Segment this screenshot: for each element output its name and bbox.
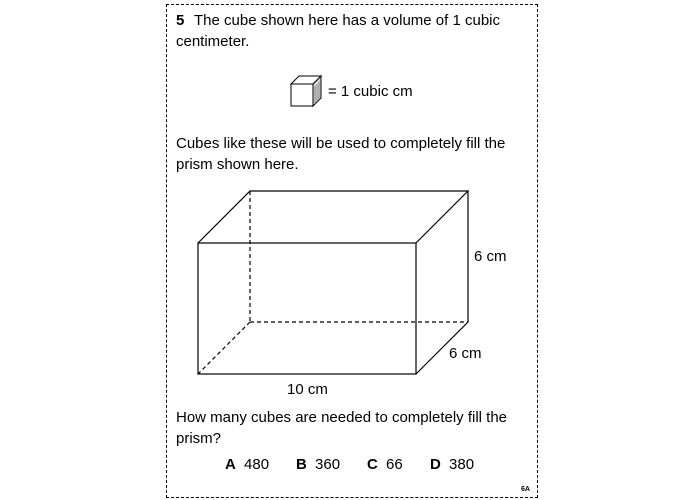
fill-instruction-line-2: prism shown here. xyxy=(176,156,299,173)
prism-length-label: 10 cm xyxy=(287,381,328,398)
question-intro-line-2: centimeter. xyxy=(176,33,250,50)
choice-b-letter: B xyxy=(296,456,307,473)
choice-c-letter: C xyxy=(367,456,378,473)
unit-cube-legend: = 1 cubic cm xyxy=(328,83,413,100)
choice-a-letter: A xyxy=(225,456,236,473)
question-intro-line-1: The cube shown here has a volume of 1 cubic xyxy=(194,12,501,29)
choice-d-letter: D xyxy=(430,456,441,473)
page-code: 6A xyxy=(521,486,530,493)
prism-depth-label: 6 cm xyxy=(449,345,482,362)
choice-b[interactable] xyxy=(296,455,340,475)
choice-c-value: 66 xyxy=(386,456,403,473)
fill-instruction-line-1: Cubes like these will be used to completely fill the xyxy=(176,135,506,152)
prism-hidden-depth-edge xyxy=(198,322,250,374)
choice-b-value: 360 xyxy=(315,456,341,473)
choice-d[interactable] xyxy=(430,455,474,475)
prism-height-label: 6 cm xyxy=(474,248,507,265)
choice-d-value: 380 xyxy=(449,456,475,473)
question-prompt-line-2: prism? xyxy=(176,430,222,447)
prism-top-face xyxy=(198,191,468,243)
choice-c[interactable] xyxy=(367,455,403,475)
choice-a[interactable] xyxy=(225,455,269,475)
question-number: 5 xyxy=(176,12,185,29)
choice-a-value: 480 xyxy=(244,456,270,473)
question-prompt-line-1: How many cubes are needed to completely fill the xyxy=(176,409,508,426)
unit-cube-icon xyxy=(291,76,321,106)
prism-front-face xyxy=(198,243,416,374)
prism-figure xyxy=(198,191,468,374)
